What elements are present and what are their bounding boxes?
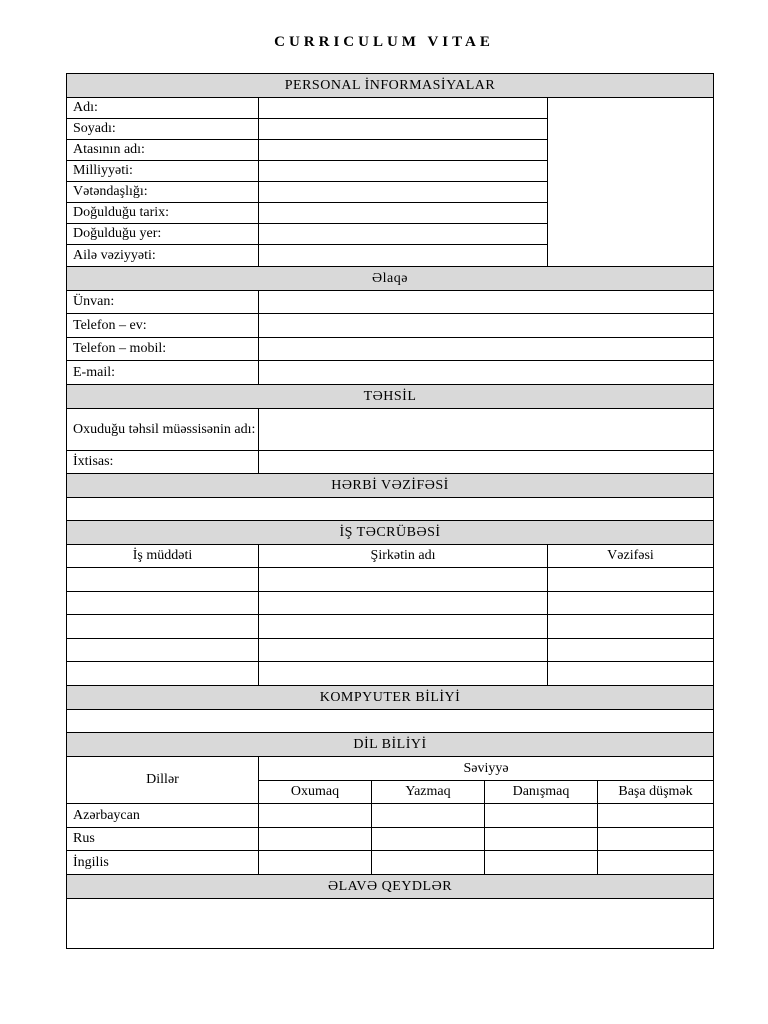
column-header-position: Vəzifəsi <box>548 545 714 568</box>
language-understanding-cell[interactable] <box>598 851 714 875</box>
field-input-notes[interactable] <box>67 899 714 949</box>
field-label-specialty: İxtisas: <box>67 451 259 474</box>
field-input-patronymic[interactable] <box>259 140 548 161</box>
field-label-patronymic: Atasının adı: <box>67 140 259 161</box>
experience-duration-cell[interactable] <box>67 592 259 615</box>
language-reading-cell[interactable] <box>259 851 372 875</box>
field-input-name[interactable] <box>259 98 548 119</box>
experience-position-cell[interactable] <box>548 615 714 639</box>
experience-row <box>67 639 714 662</box>
field-input-home-phone[interactable] <box>259 314 714 338</box>
field-label-name: Adı: <box>67 98 259 119</box>
section-notes-header: ƏLAVƏ QEYDLƏR <box>67 875 714 899</box>
field-input-mobile-phone[interactable] <box>259 338 714 361</box>
experience-position-cell[interactable] <box>548 592 714 615</box>
experience-company-cell[interactable] <box>259 662 548 686</box>
field-input-citizenship[interactable] <box>259 182 548 203</box>
section-computer-header: KOMPYUTER BİLİYİ <box>67 686 714 710</box>
photo-box <box>548 98 714 267</box>
language-writing-cell[interactable] <box>372 851 485 875</box>
experience-row <box>67 662 714 686</box>
language-writing-cell[interactable] <box>372 804 485 828</box>
field-label-mobile-phone: Telefon – mobil: <box>67 338 259 361</box>
language-row <box>67 851 714 875</box>
cv-form-table <box>66 73 714 949</box>
experience-duration-cell[interactable] <box>67 662 259 686</box>
language-label-english: İngilis <box>67 851 259 875</box>
field-input-birth-place[interactable] <box>259 224 548 245</box>
column-header-understanding: Başa düşmək <box>598 781 714 804</box>
column-header-languages: Dillər <box>67 757 259 804</box>
field-input-email[interactable] <box>259 361 714 385</box>
experience-company-cell[interactable] <box>259 568 548 592</box>
section-contact-header: Əlaqə <box>67 267 714 291</box>
language-label-russian: Rus <box>67 828 259 851</box>
experience-company-cell[interactable] <box>259 592 548 615</box>
experience-position-cell[interactable] <box>548 568 714 592</box>
language-understanding-cell[interactable] <box>598 804 714 828</box>
column-header-company: Şirkətin adı <box>259 545 548 568</box>
field-label-address: Ünvan: <box>67 291 259 314</box>
field-input-computer-skills[interactable] <box>67 710 714 733</box>
language-speaking-cell[interactable] <box>485 804 598 828</box>
experience-duration-cell[interactable] <box>67 568 259 592</box>
language-speaking-cell[interactable] <box>485 851 598 875</box>
field-label-citizenship: Vətəndaşlığı: <box>67 182 259 203</box>
field-input-specialty[interactable] <box>259 451 714 474</box>
experience-row <box>67 592 714 615</box>
column-header-reading: Oxumaq <box>259 781 372 804</box>
field-input-birth-date[interactable] <box>259 203 548 224</box>
language-reading-cell[interactable] <box>259 804 372 828</box>
section-languages-header: DİL BİLİYİ <box>67 733 714 757</box>
language-label-azerbaijani: Azərbaycan <box>67 804 259 828</box>
field-label-email: E-mail: <box>67 361 259 385</box>
field-input-nationality[interactable] <box>259 161 548 182</box>
experience-company-cell[interactable] <box>259 639 548 662</box>
language-reading-cell[interactable] <box>259 828 372 851</box>
field-label-nationality: Milliyyəti: <box>67 161 259 182</box>
language-understanding-cell[interactable] <box>598 828 714 851</box>
column-header-speaking: Danışmaq <box>485 781 598 804</box>
field-input-marital-status[interactable] <box>259 245 548 267</box>
section-military-header: HƏRBİ VƏZİFƏSİ <box>67 474 714 498</box>
section-experience-header: İŞ TƏCRÜBƏSİ <box>67 521 714 545</box>
column-header-level: Səviyyə <box>259 757 714 781</box>
field-label-surname: Soyadı: <box>67 119 259 140</box>
field-input-institution[interactable] <box>259 409 714 451</box>
experience-position-cell[interactable] <box>548 662 714 686</box>
language-row <box>67 828 714 851</box>
language-row <box>67 804 714 828</box>
section-personal-header: PERSONAL İNFORMASİYALAR <box>67 74 714 98</box>
experience-position-cell[interactable] <box>548 639 714 662</box>
field-label-birth-place: Doğulduğu yer: <box>67 224 259 245</box>
field-label-marital-status: Ailə vəziyyəti: <box>67 245 259 267</box>
field-label-home-phone: Telefon – ev: <box>67 314 259 338</box>
experience-row <box>67 568 714 592</box>
section-education-header: TƏHSİL <box>67 385 714 409</box>
language-speaking-cell[interactable] <box>485 828 598 851</box>
field-input-surname[interactable] <box>259 119 548 140</box>
experience-duration-cell[interactable] <box>67 615 259 639</box>
language-writing-cell[interactable] <box>372 828 485 851</box>
field-input-address[interactable] <box>259 291 714 314</box>
field-label-birth-date: Doğulduğu tarix: <box>67 203 259 224</box>
field-input-military[interactable] <box>67 498 714 521</box>
field-label-institution: Oxuduğu təhsil müəssisənin adı: <box>67 409 259 451</box>
document-title: CURRICULUM VITAE <box>274 34 494 50</box>
experience-company-cell[interactable] <box>259 615 548 639</box>
experience-row <box>67 615 714 639</box>
column-header-duration: İş müddəti <box>67 545 259 568</box>
experience-duration-cell[interactable] <box>67 639 259 662</box>
column-header-writing: Yazmaq <box>372 781 485 804</box>
